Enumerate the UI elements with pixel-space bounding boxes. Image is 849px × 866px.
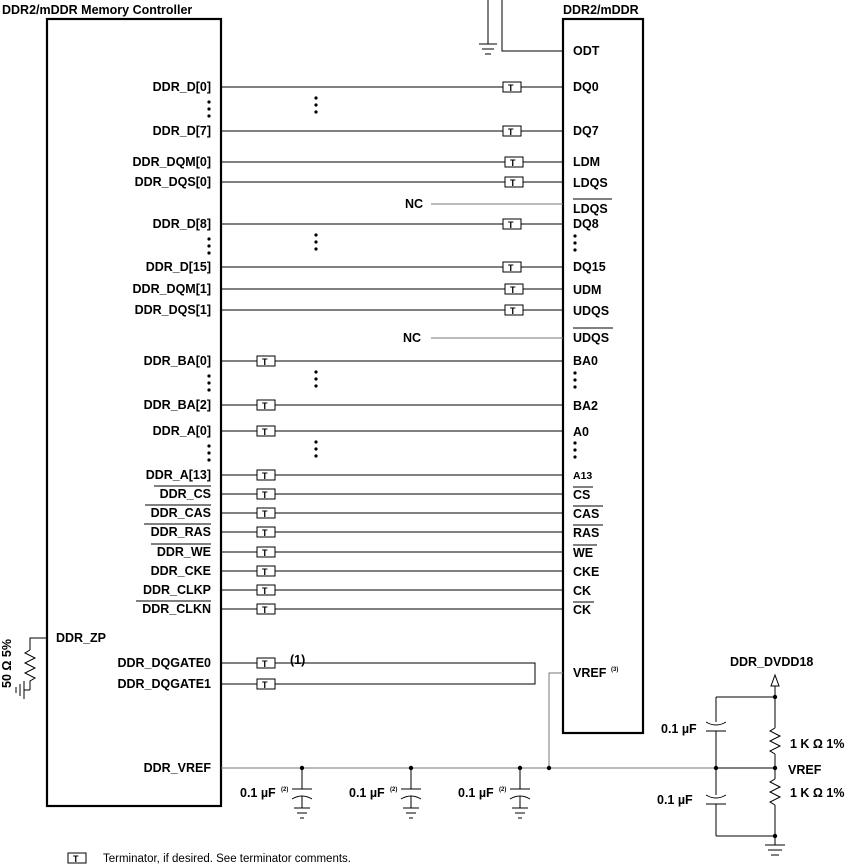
- pin-ck-n: CK: [573, 603, 592, 617]
- svg-text:T: T: [262, 471, 268, 481]
- pin-cas: CAS: [573, 507, 600, 521]
- terminator-icon: [257, 585, 275, 596]
- nc-label-udqs: NC: [403, 331, 422, 345]
- odt-connection: [479, 0, 563, 54]
- terminator-icon: [257, 426, 275, 437]
- capacitor-icon: [401, 766, 421, 818]
- terminator-icon: [505, 157, 523, 168]
- divider-cap-top-label: 0.1 µF: [661, 722, 697, 736]
- pin-ldqs-n: LDQS: [573, 202, 608, 216]
- terminator-icon: [257, 489, 275, 500]
- svg-text:T: T: [262, 567, 268, 577]
- pin-a0: A0: [573, 425, 589, 439]
- svg-text:T: T: [262, 509, 268, 519]
- pin-ddr-ras: DDR_RAS: [150, 525, 211, 539]
- terminator-icon: [505, 284, 523, 295]
- pin-ddr-dqs1: DDR_DQS[1]: [134, 303, 211, 317]
- svg-text:T: T: [510, 158, 516, 168]
- pin-ddr-dqgate1: DDR_DQGATE1: [117, 677, 211, 691]
- pin-dq7: DQ7: [573, 124, 599, 138]
- pin-cke: CKE: [573, 565, 600, 579]
- pin-udm: UDM: [573, 283, 602, 297]
- pin-ddr-d7: DDR_D[7]: [152, 124, 211, 138]
- pin-dq15: DQ15: [573, 260, 606, 274]
- svg-text:T: T: [73, 854, 79, 864]
- cap-label-2: 0.1 µF: [349, 786, 385, 800]
- pin-ddr-clkp: DDR_CLKP: [142, 583, 211, 597]
- cap-labels: [240, 786, 506, 800]
- terminator-icon: [257, 527, 275, 538]
- svg-text:T: T: [508, 263, 514, 273]
- terminator-icon: [503, 82, 521, 93]
- controller-title: DDR2/mDDR Memory Controller: [2, 3, 193, 17]
- pin-ba0: BA0: [573, 354, 599, 368]
- memory-title: DDR2/mDDR: [563, 3, 639, 17]
- pin-ddr-dqm1: DDR_DQM[1]: [132, 282, 211, 296]
- pin-ddr-vref: DDR_VREF: [143, 761, 211, 775]
- pin-ddr-cas: DDR_CAS: [150, 506, 211, 520]
- pin-ddr-cs: DDR_CS: [159, 487, 211, 501]
- cap-label-1: 0.1 µF: [240, 786, 276, 800]
- capacitor-icon: [510, 766, 530, 818]
- svg-text:T: T: [262, 680, 268, 690]
- svg-text:T: T: [262, 605, 268, 615]
- svg-text:T: T: [262, 659, 268, 669]
- cap-label-3: 0.1 µF: [458, 786, 494, 800]
- legend: [68, 853, 351, 865]
- pin-ddr-d15: DDR_D[15]: [145, 260, 211, 274]
- supply-label: DDR_DVDD18: [730, 655, 814, 669]
- terminator-icon: [257, 547, 275, 558]
- svg-text:T: T: [262, 586, 268, 596]
- terminator-icon: [503, 126, 521, 137]
- pin-ras: RAS: [573, 526, 600, 540]
- divider-res-top-label: 1 K Ω 1%: [790, 737, 845, 751]
- svg-text:T: T: [262, 427, 268, 437]
- pin-ddr-a0: DDR_A[0]: [152, 424, 211, 438]
- vref-node-label: VREF: [788, 763, 822, 777]
- pin-ddr-dqm0: DDR_DQM[0]: [132, 155, 211, 169]
- pin-ddr-we: DDR_WE: [156, 545, 211, 559]
- pin-odt: ODT: [573, 44, 600, 58]
- pin-ddr-d8: DDR_D[8]: [152, 217, 211, 231]
- divider-cap-bottom-label: 0.1 µF: [657, 793, 693, 807]
- svg-text:T: T: [510, 306, 516, 316]
- cap-note-3: (2): [499, 787, 507, 793]
- cap-note-1: (2): [281, 787, 289, 793]
- terminator-icon: [257, 356, 275, 367]
- svg-text:T: T: [262, 401, 268, 411]
- pin-udqs: UDQS: [573, 304, 610, 318]
- terminator-icon: [257, 679, 275, 690]
- pin-ddr-d0: DDR_D[0]: [152, 80, 211, 94]
- pin-ldqs: LDQS: [573, 176, 608, 190]
- pin-dq0: DQ0: [573, 80, 599, 94]
- svg-text:T: T: [262, 548, 268, 558]
- pin-ddr-dqgate0: DDR_DQGATE0: [117, 656, 211, 670]
- pin-we: WE: [573, 546, 594, 560]
- dqgate-note: (1): [290, 653, 306, 667]
- legend-text: Terminator, if desired. See terminator comments.: [103, 853, 351, 865]
- terminator-icon: [257, 566, 275, 577]
- svg-text:T: T: [262, 528, 268, 538]
- terminator-icon: [68, 853, 86, 864]
- terminator-icon: [505, 177, 523, 188]
- terminator-icon: [257, 470, 275, 481]
- pin-ddr-a13: DDR_A[13]: [145, 468, 211, 482]
- cap-note-2: (2): [390, 787, 398, 793]
- svg-text:T: T: [508, 83, 514, 93]
- pin-ddr-cke: DDR_CKE: [150, 564, 211, 578]
- terminator-icon: [503, 219, 521, 230]
- svg-text:T: T: [510, 178, 516, 188]
- pin-ba2: BA2: [573, 399, 599, 413]
- zp-resistor-label: 50 Ω 5%: [0, 639, 14, 688]
- divider-res-bottom-label: 1 K Ω 1%: [790, 786, 845, 800]
- pin-a13: A13: [573, 470, 593, 482]
- pin-vref-note: (3): [611, 667, 619, 673]
- pin-ldm: LDM: [573, 155, 601, 169]
- pin-ddr-clkn: DDR_CLKN: [142, 602, 211, 616]
- terminator-icon: [257, 400, 275, 411]
- capacitor-icon: [292, 766, 312, 818]
- terminator-icon: [257, 604, 275, 615]
- pin-vref: VREF: [573, 666, 607, 680]
- pin-ddr-dqs0: DDR_DQS[0]: [134, 175, 211, 189]
- pin-udqs-n: UDQS: [573, 331, 610, 345]
- pin-ddr-zp: DDR_ZP: [56, 631, 107, 645]
- pin-cs: CS: [573, 488, 591, 502]
- svg-text:T: T: [262, 357, 268, 367]
- terminator-icon: [503, 262, 521, 273]
- svg-text:T: T: [262, 490, 268, 500]
- nc-label-ldqs: NC: [405, 197, 424, 211]
- terminator-icon: [505, 305, 523, 316]
- terminator-icon: [257, 658, 275, 669]
- svg-text:T: T: [510, 285, 516, 295]
- pin-ddr-ba2: DDR_BA[2]: [143, 398, 211, 412]
- pin-ddr-ba0: DDR_BA[0]: [143, 354, 211, 368]
- pin-ck: CK: [573, 584, 592, 598]
- vref-divider-network: [706, 675, 785, 855]
- svg-text:T: T: [508, 220, 514, 230]
- decoupling-capacitors: [292, 766, 530, 818]
- zp-resistor: [16, 638, 47, 699]
- svg-text:T: T: [508, 127, 514, 137]
- terminator-icon: [257, 508, 275, 519]
- terminators: [257, 82, 523, 690]
- pin-dq8: DQ8: [573, 217, 599, 231]
